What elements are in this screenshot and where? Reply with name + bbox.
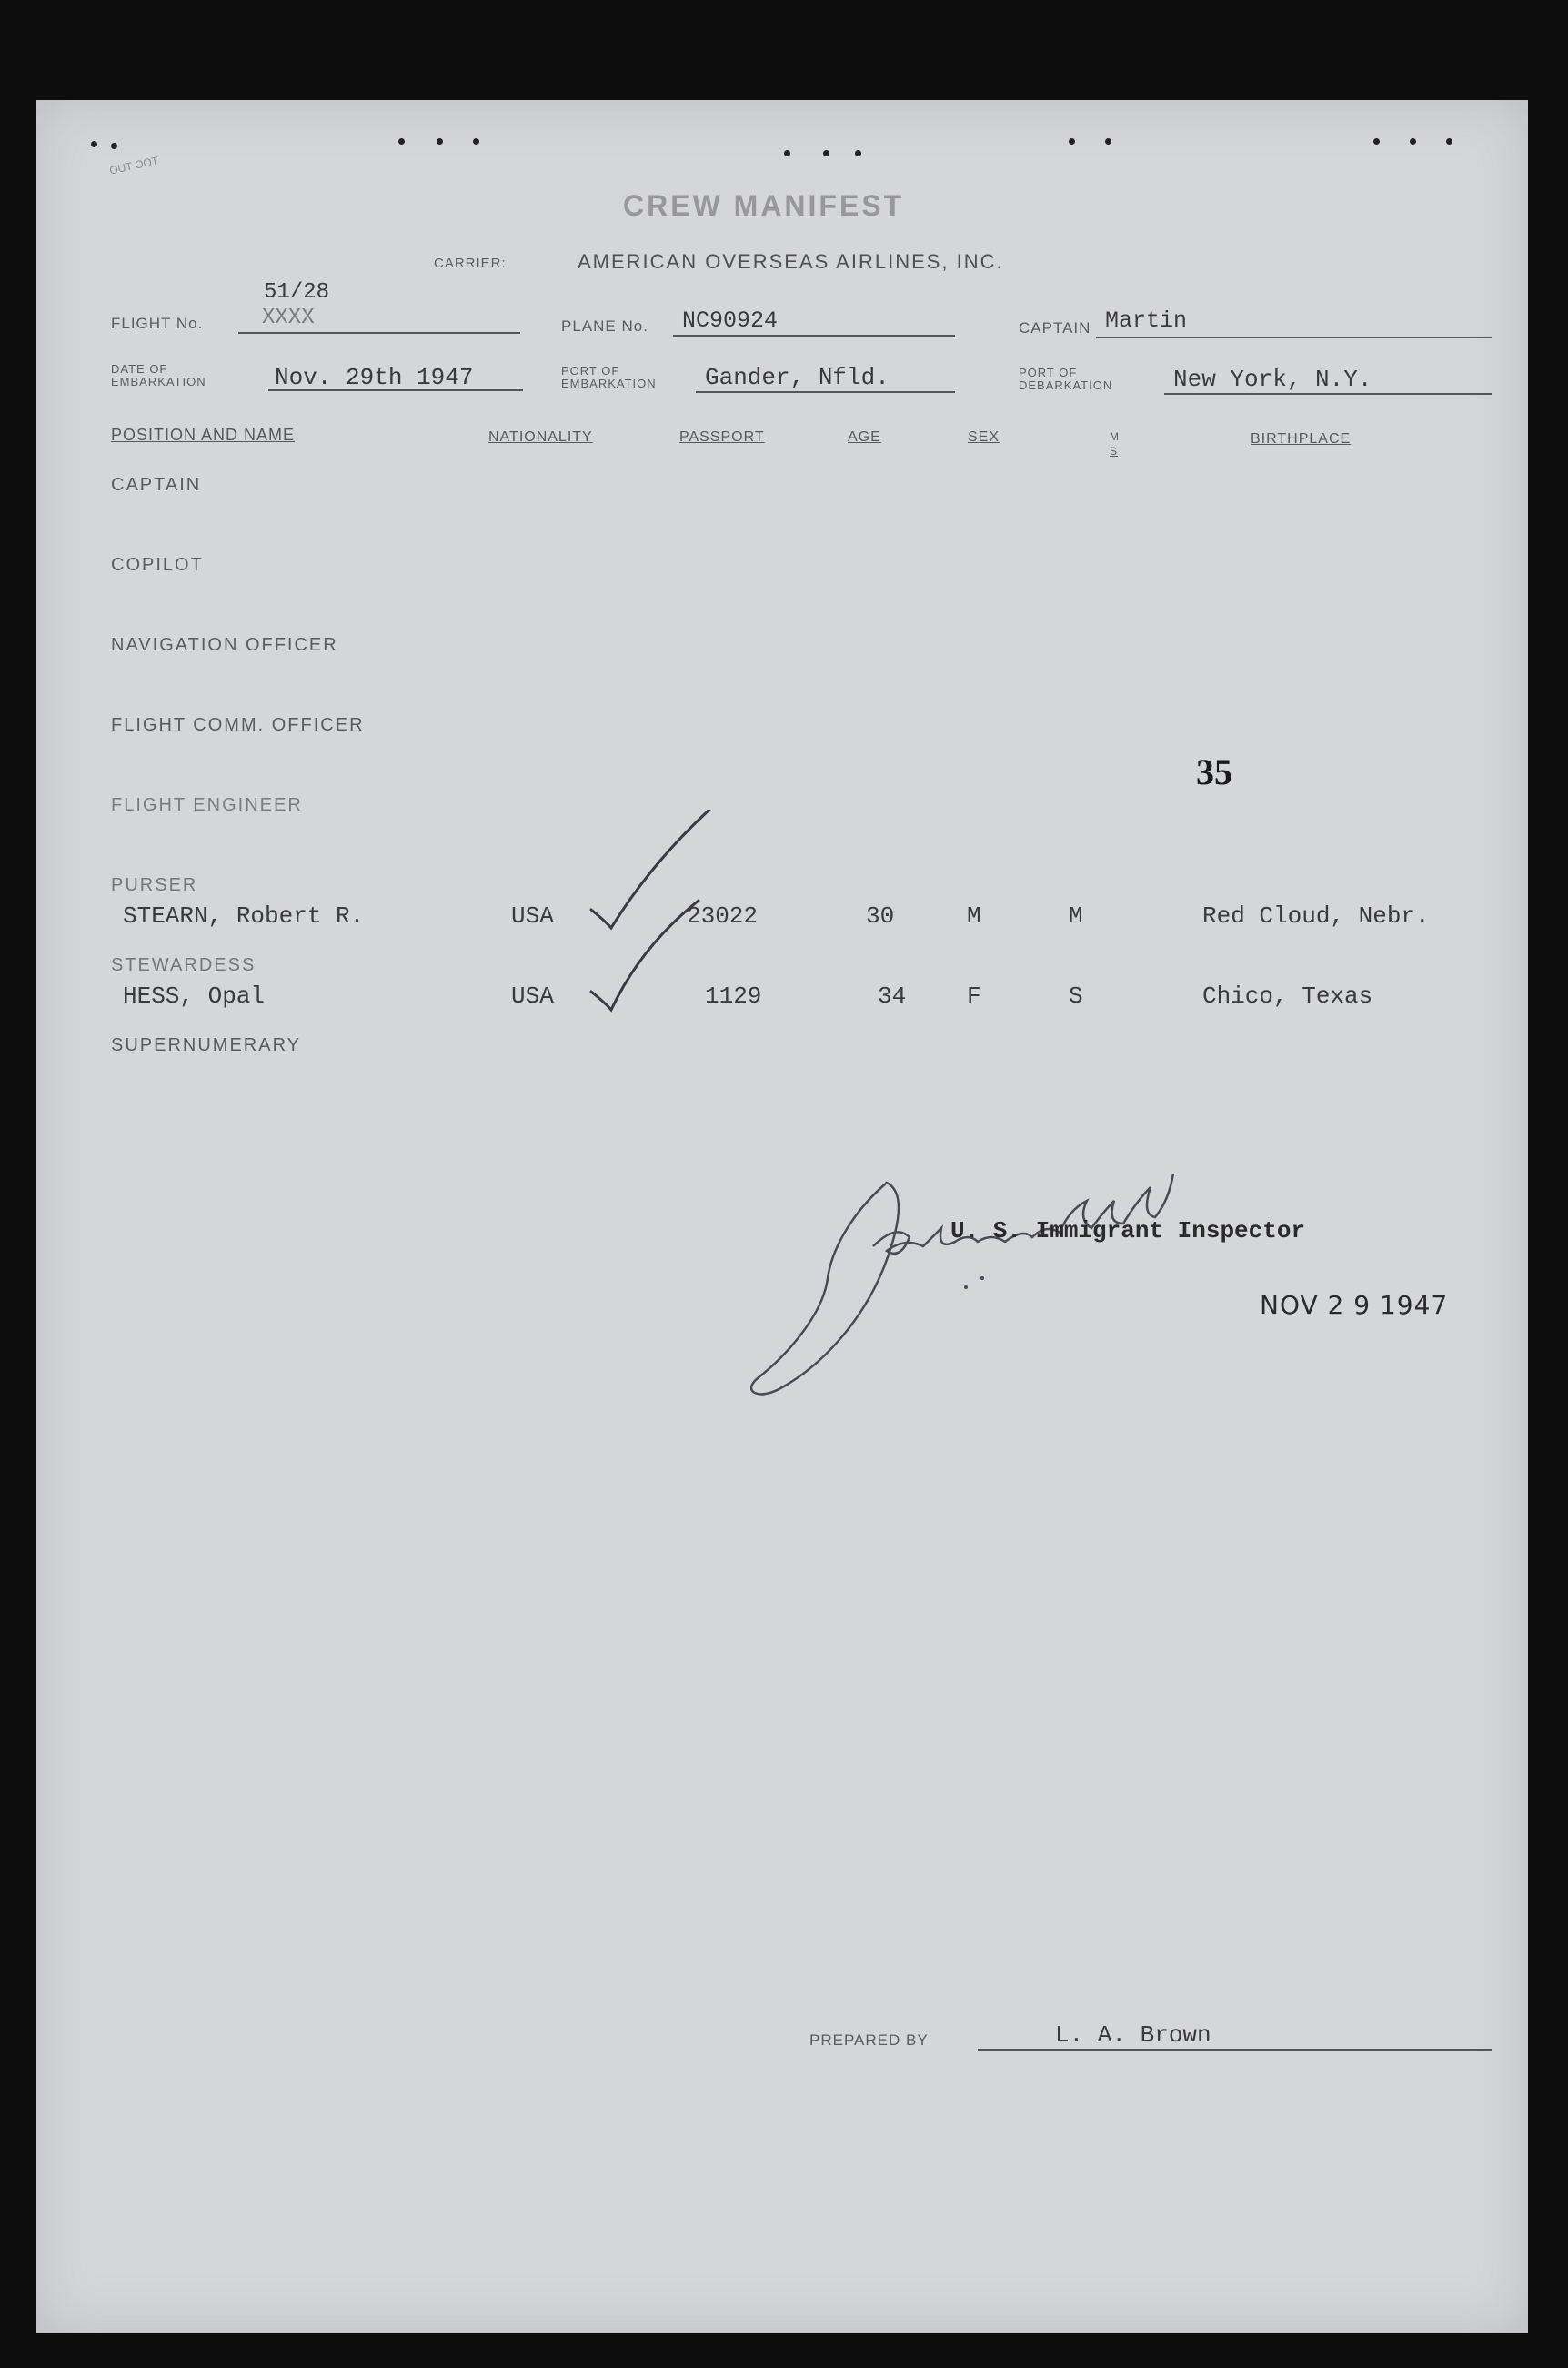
- position-navigation: NAVIGATION OFFICER: [111, 635, 338, 655]
- flight-underline: [238, 332, 520, 334]
- flight-overstrike: XXXX: [262, 306, 315, 330]
- perforation-dot: [1105, 138, 1111, 145]
- col-position: POSITION AND NAME: [111, 426, 296, 444]
- captain-label: CAPTAIN: [1019, 319, 1091, 337]
- perforation-dot: [1069, 138, 1075, 145]
- port-emb-value: Gander, Nfld.: [705, 364, 890, 391]
- prepared-label: PREPARED BY: [809, 2031, 929, 2049]
- crew-sex: M: [967, 902, 981, 930]
- col-nationality: NATIONALITY: [488, 429, 593, 445]
- crew-age: 34: [878, 982, 907, 1010]
- check-mark-icon: [564, 810, 728, 1028]
- date-label-2: EMBARKATION: [111, 375, 206, 388]
- crew-birthplace: Chico, Texas: [1202, 982, 1373, 1010]
- perforation-dot: [1446, 138, 1452, 145]
- position-comm: FLIGHT COMM. OFFICER: [111, 715, 365, 735]
- port-emb-label-2: EMBARKATION: [561, 377, 657, 390]
- perforation-dot: [1373, 138, 1380, 145]
- col-passport: PASSPORT: [679, 429, 765, 445]
- crew-age: 30: [866, 902, 895, 930]
- position-captain: CAPTAIN: [111, 475, 202, 495]
- carrier-label: CARRIER:: [434, 256, 507, 271]
- perforation-dot: [855, 150, 861, 156]
- crew-marital: S: [1069, 982, 1083, 1010]
- captain-underline: [1096, 337, 1492, 338]
- crew-nationality: USA: [511, 902, 554, 930]
- prepared-value: L. A. Brown: [1055, 2021, 1211, 2049]
- perforation-dot: [91, 141, 97, 147]
- carrier-name: AMERICAN OVERSEAS AIRLINES, INC.: [578, 250, 1004, 273]
- crew-name: HESS, Opal: [123, 982, 266, 1010]
- plane-label: PLANE No.: [561, 317, 648, 335]
- position-engineer: FLIGHT ENGINEER: [111, 795, 303, 815]
- page-title: CREW MANIFEST: [623, 189, 905, 222]
- crew-sex: F: [967, 982, 981, 1010]
- col-birthplace: BIRTHPLACE: [1251, 431, 1352, 447]
- position-purser: PURSER: [111, 875, 198, 895]
- position-copilot: COPILOT: [111, 555, 204, 575]
- inspector-title: U. S. Immigrant Inspector: [950, 1217, 1306, 1244]
- captain-value: Martin: [1105, 307, 1188, 334]
- date-value: Nov. 29th 1947: [275, 364, 474, 391]
- flight-label: FLIGHT No.: [111, 315, 204, 332]
- col-age: AGE: [848, 429, 881, 445]
- port-dis-label-2: DEBARKATION: [1019, 378, 1113, 392]
- col-sex: SEX: [968, 429, 1000, 445]
- col-ms-bottom: S: [1110, 445, 1119, 458]
- perforation-dot: [398, 138, 405, 145]
- port-emb-underline: [696, 391, 955, 393]
- col-ms-top: M: [1110, 430, 1120, 443]
- plane-value: NC90924: [682, 307, 779, 334]
- perforation-dot: [437, 138, 443, 145]
- port-dis-underline: [1164, 393, 1492, 395]
- flight-value: 51/28: [264, 280, 330, 305]
- margin-stamp: OUT OOT: [108, 154, 160, 177]
- perforation-dot: [784, 150, 790, 156]
- position-stewardess: STEWARDESS: [111, 955, 256, 975]
- inspector-signature: [750, 1064, 1223, 1428]
- position-supernumerary: SUPERNUMERARY: [111, 1035, 301, 1055]
- perforation-dot: [473, 138, 479, 145]
- crew-name: STEARN, Robert R.: [123, 902, 365, 930]
- perforation-dot: [823, 150, 829, 156]
- perforation-dot: [1410, 138, 1416, 145]
- manifest-sheet: [36, 100, 1528, 2333]
- prepared-underline: [978, 2049, 1492, 2051]
- port-dis-label-1: PORT OF: [1019, 366, 1078, 379]
- crew-passport: 23022: [687, 902, 759, 930]
- crew-marital: M: [1069, 902, 1083, 930]
- crew-birthplace: Red Cloud, Nebr.: [1202, 902, 1430, 930]
- date-label-1: DATE OF: [111, 362, 168, 376]
- plane-underline: [673, 335, 955, 337]
- port-dis-value: New York, N.Y.: [1173, 366, 1372, 393]
- port-emb-label-1: PORT OF: [561, 364, 620, 378]
- crew-passport: 1129: [705, 982, 762, 1010]
- page-number: 35: [1196, 751, 1232, 792]
- perforation-dot: [111, 143, 117, 149]
- date-underline: [268, 389, 523, 391]
- date-stamp: NOV 2 9 1947: [1260, 1290, 1449, 1320]
- crew-nationality: USA: [511, 982, 554, 1010]
